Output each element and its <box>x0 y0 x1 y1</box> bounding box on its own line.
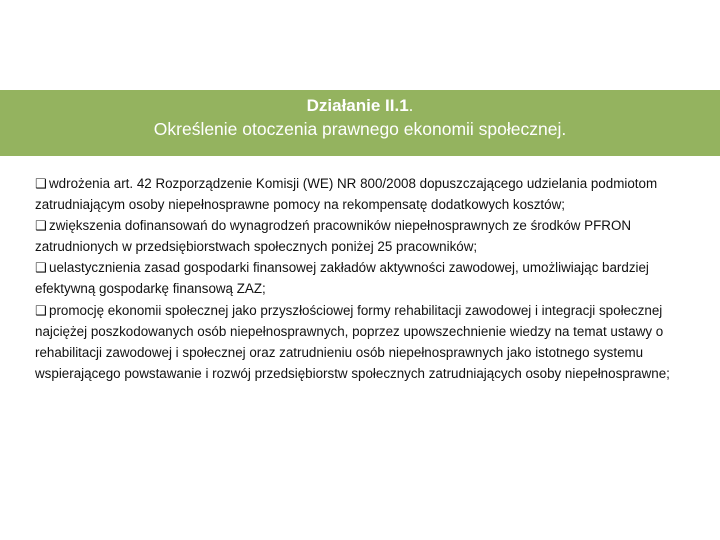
list-item-text: zwiększenia dofinansowań do wynagrodzeń pracowników niepełnosprawnych ze środków PFRON zatrudnionych w przedsiębiorstwach społecznych poniżej 25 pracowników; <box>35 218 632 255</box>
bullet-checkbox-icon: ❑ <box>35 218 47 234</box>
bullet-checkbox-icon: ❑ <box>35 176 47 191</box>
list-item <box>35 300 675 384</box>
slide-title <box>0 95 720 117</box>
bullet-checkbox-icon: ❑ <box>35 302 47 318</box>
list-item-text: wdrożenia art. 42 Rozporządzenie Komisji (WE) NR 800/2008 dopuszczającego udzielania podmiotom zatrudniającym osoby niepełnosprawne pomocy na rekompensatę dodatkowych kosztów; <box>35 176 658 213</box>
title-dot: . <box>408 96 414 115</box>
bullet-list <box>35 173 675 384</box>
list-item <box>35 173 675 215</box>
list-item <box>35 257 675 299</box>
list-item <box>35 215 675 257</box>
list-item-text: uelastycznienia zasad gospodarki finansowej zakładów aktywności zawodowej, umożliwiając bardziej efektywną gospodarkę finansową ZAZ; <box>35 260 649 297</box>
list-item-text: promocję ekonomii społecznej jako przyszłościowej formy rehabilitacji zawodowej i integracji społecznej najciężej poszkodowanych osób niepełnosprawnych, poprzez upowszechnienie wiedzy na temat ustawy o rehabilitacji zawodowej i społecznej oraz zatrudnieniu osób niepełnosprawnych jako istotnego systemu wspierającego powstawanie i rozwój przedsiębiorstw społecznych zatrudniających osoby niepełnosprawne; <box>35 302 670 381</box>
title-bold: Działanie II.1 <box>306 96 409 115</box>
bullet-checkbox-icon: ❑ <box>35 260 47 276</box>
title-banner <box>0 90 720 156</box>
slide-subtitle: Określenie otoczenia prawnego ekonomii społecznej. <box>153 119 567 139</box>
